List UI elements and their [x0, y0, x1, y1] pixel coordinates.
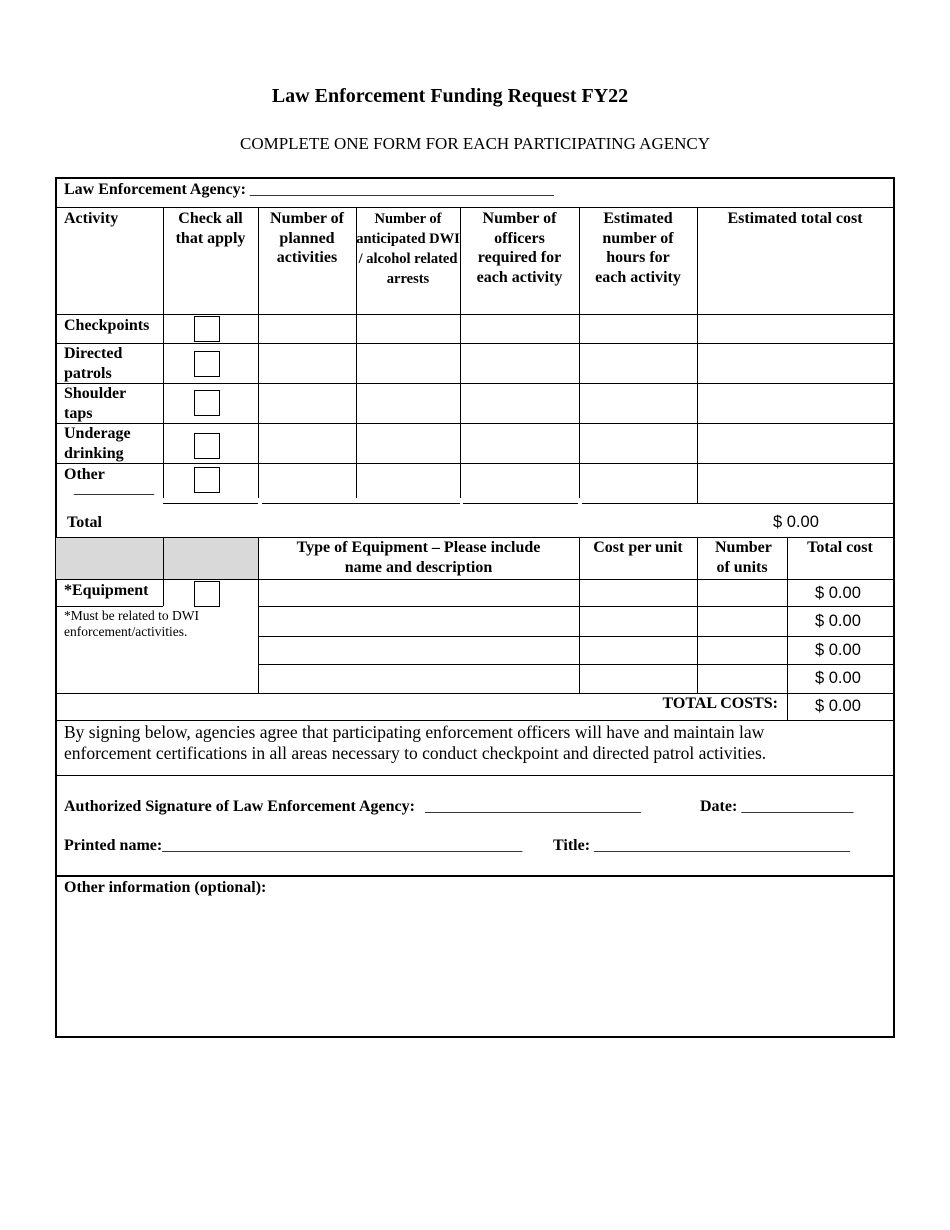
signature-blank: ___________________________: [424, 798, 641, 815]
title-blank: ________________________________: [594, 837, 851, 854]
header-cost-per-unit: Cost per unit: [593, 539, 683, 556]
row-line: [55, 343, 895, 344]
form-title: Law Enforcement Funding Request FY22: [271, 85, 629, 107]
col-line: [579, 537, 580, 693]
row-label-shoulder-taps: Shoulder taps: [64, 385, 126, 422]
row-line: [55, 383, 895, 384]
row-line: [55, 775, 895, 776]
col-line: [697, 207, 698, 503]
equipment-row-total: $ 0.00: [815, 669, 861, 687]
signature-label: Authorized Signature of Law Enforcement Agency:: [64, 798, 415, 815]
total-label: Total: [67, 514, 102, 531]
agreement-text: By signing below, agencies agree that participating enforcement officers will have and maintain law enforcement certifications in all areas necessary to conduct checkpoint and directed patrol activities.: [64, 722, 767, 763]
row-line: [55, 720, 895, 721]
header-arrests: Number of anticipated DWI / alcohol related arrests: [356, 211, 460, 287]
row-line: [55, 463, 895, 464]
printed-name-field[interactable]: [64, 836, 522, 856]
date-field[interactable]: [700, 797, 853, 817]
equipment-row-total: $ 0.00: [815, 584, 861, 602]
other-info-area[interactable]: [60, 900, 890, 1032]
header-total-cost: Total cost: [807, 539, 873, 556]
title-label: Title:: [553, 837, 591, 854]
row-line: [55, 423, 895, 424]
col-line: [163, 537, 164, 579]
checkbox-shoulder-taps[interactable]: [194, 390, 220, 416]
col-line: [163, 207, 164, 498]
header-number-of-units: Number of units: [715, 539, 772, 576]
signature-field[interactable]: [64, 797, 641, 817]
frame-right: [893, 177, 895, 1038]
agency-blank: ______________________________________: [249, 181, 554, 198]
total-value: $ 0.00: [773, 513, 819, 531]
header-activity: Activity: [64, 210, 119, 227]
equipment-label: *Equipment: [64, 582, 149, 599]
printed-name-label: Printed name:: [64, 837, 163, 854]
date-blank: ______________: [741, 798, 854, 815]
row-line: [258, 636, 895, 637]
frame-bottom: [55, 1036, 895, 1038]
total-costs-label: TOTAL COSTS:: [662, 695, 778, 712]
checkbox-directed-patrols[interactable]: [194, 351, 220, 377]
shaded-header-cell: [56, 538, 258, 579]
row-line: [262, 503, 460, 504]
agency-field[interactable]: [64, 180, 554, 200]
row-line: [582, 503, 895, 504]
checkbox-underage-drinking[interactable]: [194, 433, 220, 459]
other-activity-blank[interactable]: __________: [74, 480, 154, 497]
header-equipment-type: Type of Equipment – Please include name and description: [296, 539, 541, 576]
divider: [55, 207, 895, 208]
frame-top: [55, 177, 895, 179]
agency-label: Law Enforcement Agency:: [64, 181, 246, 198]
row-line: [55, 314, 895, 315]
row-line: [55, 606, 163, 607]
row-line: [55, 579, 895, 580]
row-line: [55, 875, 895, 877]
header-hours: Estimated number of hours for each activity: [595, 210, 681, 286]
form-subtitle: COMPLETE ONE FORM FOR EACH PARTICIPATING AGENCY: [239, 134, 710, 153]
header-officers: Number of officers required for each activity: [476, 210, 563, 286]
equipment-note: *Must be related to DWI enforcement/activities.: [64, 608, 199, 639]
row-label-directed-patrols: Directed patrols: [64, 345, 123, 382]
total-costs-value: $ 0.00: [815, 697, 861, 715]
equipment-row-total: $ 0.00: [815, 612, 861, 630]
checkbox-other[interactable]: [194, 467, 220, 493]
header-check: Check all that apply: [175, 210, 246, 247]
printed-name-blank: _____________________________________________: [162, 837, 523, 854]
title-field[interactable]: [553, 836, 850, 856]
header-cost: Estimated total cost: [727, 210, 863, 227]
equipment-row-total: $ 0.00: [815, 641, 861, 659]
row-line: [258, 606, 895, 607]
frame-left: [55, 177, 57, 1038]
row-line: [163, 503, 258, 504]
row-line: [463, 503, 578, 504]
row-line: [258, 664, 895, 665]
row-label-underage-drinking: Underage drinking: [64, 425, 131, 462]
other-info-label: Other information (optional):: [64, 879, 267, 896]
date-label: Date:: [700, 798, 738, 815]
checkbox-checkpoints[interactable]: [194, 316, 220, 342]
row-label-other: Other: [64, 466, 105, 483]
header-planned: Number of planned activities: [270, 210, 344, 266]
row-label-checkpoints: Checkpoints: [64, 317, 150, 334]
checkbox-equipment[interactable]: [194, 581, 220, 607]
col-line: [163, 579, 164, 606]
